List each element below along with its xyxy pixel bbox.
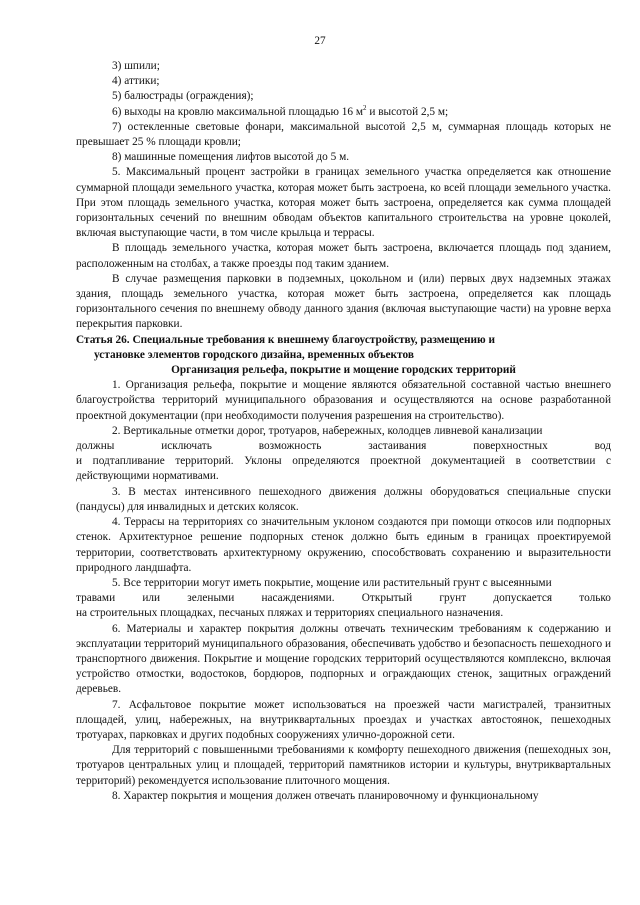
paragraph: 4. Террасы на территориях со значительным уклоном создаются при помощи откосов или подпорных стенок. Архитектурное решение подпорных стенок должно быть единым в границах проектируемой территории, соответствовать архитектурному окружению, способствовать сохранению и выразительности природного ландшафта. [76,516,611,574]
paragraph: 1. Организация рельефа, покрытие и мощение являются обязательной составной частью внешнего благоустройства территорий муниципального образования и осуществляются на основе разработанной проектной документации (при необходимости получения разрешения на строительство). [76,379,611,422]
word: исключать [161,440,212,453]
paragraph: Для территорий с повышенными требованиями к комфорту пешеходного движения (пешеходных зон, тротуаров центральных улиц и площадей, территорий памятников истории и культуры, внутриквартальных территорий) рекомендуется использование плиточного мощения. [76,744,611,787]
justified-line [76,439,611,454]
list-item-text: 6) выходы на кровлю максимальной площадью 16 м [112,105,363,118]
page-number: 27 [314,35,326,47]
paragraph: на строительных площадках, песчаных пляжах и территориях специального назначения. [76,607,504,620]
list-item: 4) аттики; [112,75,160,88]
word: грунт [439,592,467,605]
paragraph-line: 5. Все территории могут иметь покрытие, мощение или растительный грунт с высеянными [112,576,552,589]
list-item: 3) шпили; [112,60,160,72]
paragraph: 7. Асфальтовое покрытие может использоваться на проезжей части магистралей, транзитных площадей, улиц, набережных, на внутриквартальных проездах и участках автостоянок, пешеходных тротуарах, парковках и других подобных сооружениях улично-дорожной сети. [76,698,611,741]
word: допускается [493,592,553,605]
paragraph: 6. Материалы и характер покрытия должны отвечать техническим требованиям к содержанию и эксплуатации территорий муниципального образования, обеспечивать удобство и безопасность пешеходного и транспортного движения. Покрытие и мощение городских территорий осуществляются комплексно, включая устройство отмостки, водостоков, бордюров, подпорных и ограждающих стенок, защитных ограждений деревьев. [76,622,611,696]
word: только [579,592,611,605]
list-item: 7) остекленные световые фонари, максимальной высотой 2,5 м, суммарная площадь которых не превышает 25 % площади кровли; [76,120,611,149]
justified-line [76,591,611,606]
word: должны [76,440,115,453]
paragraph: В случае размещения парковки в подземных, цокольном и (или) первых двух надземных этажах здания, площадь земельного участка, которая может быть застроена, определяется как площадь горизонтального сечения по внешнему обводу данного здания (включая выступающие части) на уровне верха перекрытия парковки. [76,272,611,331]
word: Открытый [361,592,413,605]
word: поверхностных [473,440,548,453]
superscript: 2 [363,103,367,112]
word: вод [594,440,611,453]
word: возможность [258,440,322,453]
paragraph-line: 2. Вертикальные отметки дорог, тротуаров, набережных, колодцев ливневой канализации [112,424,543,437]
paragraph: 8. Характер покрытия и мощения должен отвечать планировочному и функциональному [112,789,539,802]
article-heading-line: установке элементов городского дизайна, временных объектов [94,348,414,361]
word: застаивания [368,440,427,453]
list-item: 8) машинные помещения лифтов высотой до 5 м. [112,151,350,164]
word: насаждениями. [261,592,335,605]
article-heading-line: Статья 26. Специальные требования к внешнему благоустройству, размещению и [76,333,495,346]
paragraph: 3. В местах интенсивного пешеходного движения должны оборудоваться специальные спуски (пандусы) для инвалидных и детских колясок. [76,485,611,513]
list-item-text: и высотой 2,5 м; [366,105,449,118]
word: или [142,592,161,605]
paragraph: 5. Максимальный процент застройки в границах земельного участка определяется как отношение суммарной площади земельного участка, которая может быть застроена, ко всей площади земельного участка. При этом площадь земельного участка, которая может быть застроена, определяется как сумма площадей горизонтальных сечений по внешним обводам объектов капитального строительства на уровне цоколей, включая выступающие части, в том числе крыльца и террасы. [76,166,611,240]
paragraph: и подтапливание территорий. Уклоны определяются проектной документацией в соответствии с действующими нормативами. [76,455,611,483]
word: зелеными [187,592,235,605]
section-subheading: Организация рельефа, покрытие и мощение городских территорий [171,364,516,377]
page-body [76,59,611,804]
list-item: 5) балюстрады (ограждения); [112,90,254,103]
word: травами [76,592,116,605]
paragraph: В площадь земельного участка, которая может быть застроена, включается площадь под зданием, расположенным на столбах, а также проезды под таким зданием. [76,242,611,270]
list-item [76,105,611,120]
